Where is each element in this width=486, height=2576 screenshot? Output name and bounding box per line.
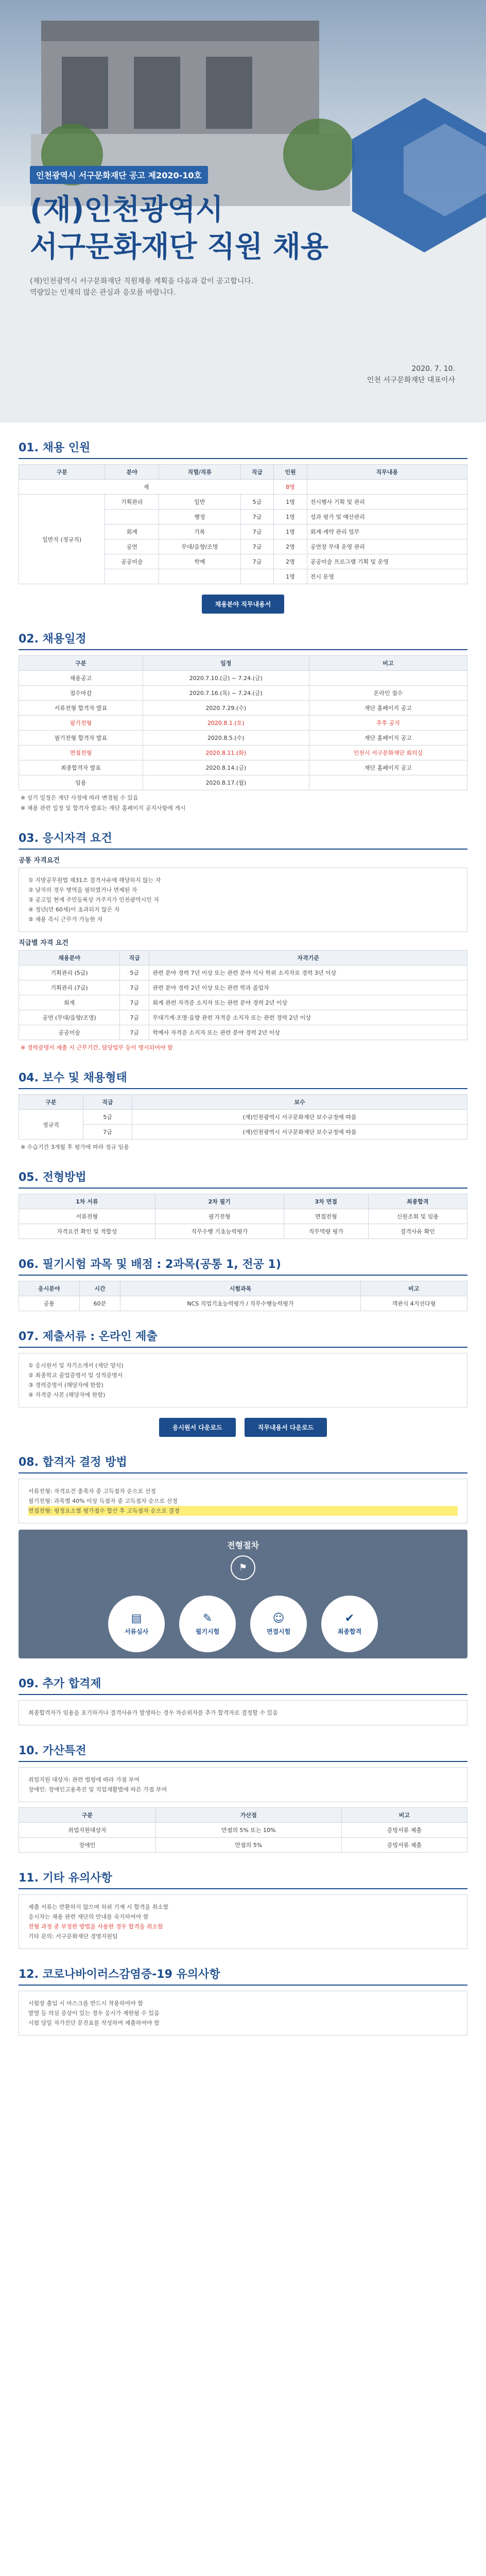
- table-row: 필기전형 합격자 발표 2020.8.5.(수) 재단 홈페이지 공고: [19, 731, 467, 745]
- table-row: 일반직 (정규직) 기획관리 일반 5급 1명 전시행사 기획 및 관리: [19, 495, 467, 510]
- table-row: 회계 7급 회계 관련 자격증 소지자 또는 관련 분야 경력 2년 이상: [19, 995, 467, 1010]
- table-row: 최종합격자 발표 2020.8.14.(금) 재단 홈페이지 공고: [19, 760, 467, 775]
- schedule-notes: ※ 상기 일정은 재단 사정에 따라 변경될 수 있음 ※ 채용 관련 일정 및 합격자 발표는 재단 홈페이지 공지사항에 게시: [21, 794, 186, 811]
- notice-tag: 인천광역시 서구문화재단 공고 제2020-10호: [30, 166, 208, 184]
- table-row: 채용공고 2020.7.10.(금) ~ 7.24.(금): [19, 671, 467, 686]
- flag-icon: ⚑: [231, 1555, 255, 1580]
- section-additional-pass: [19, 1670, 467, 1725]
- table-row: 기획관리 (5급) 5급 관련 분야 경력 7년 이상 또는 관련 분야 석사 학위 소지자로 경력 3년 이상: [19, 965, 467, 980]
- section-title: 06. 필기시험 과목 및 배점 : 2과목(공통 1, 전공 1): [19, 1250, 467, 1276]
- table-row: 행정 7급 1명 성과 평가 및 예산관리: [19, 510, 467, 524]
- table-row: 자격요건 확인 및 적합성 직무수행 기초능력평가 직무역량 평가 결격사유 확인: [19, 1224, 467, 1239]
- bonus-box: 취업지원 대상자: 관련 법령에 따라 가점 부여 장애인: 장애인고용촉진 및 직업재활법에 따른 가점 부여: [19, 1767, 467, 1802]
- documents-box: ① 응시원서 및 자기소개서 (재단 양식) ② 최종학교 졸업증명서 및 성적증명서 ③ 경력증명서 (해당자에 한함) ④ 자격증 사본 (해당자에 한함): [19, 1353, 467, 1408]
- additional-pass-box: 최종합격자가 임용을 포기하거나 결격사유가 발생하는 경우 차순위자를 추가 합격자로 결정할 수 있음: [19, 1700, 467, 1725]
- hexagon-icon: [342, 93, 486, 258]
- step-interview: ☺ 면접시험: [250, 1596, 307, 1652]
- table-row: 서류전형 필기전형 면접전형 신원조회 및 임용: [19, 1209, 467, 1224]
- table-row: 7급 (재)인천광역시 서구문화재단 보수규정에 따름: [19, 1125, 467, 1140]
- section-title: 07. 제출서류 : 온라인 제출: [19, 1323, 467, 1348]
- step-written-exam: ✎ 필기시험: [179, 1596, 236, 1652]
- check-icon: ✔: [344, 1612, 355, 1625]
- salary-table: 구분 직급 보수 정규직 5급 (재)인천광역시 서구문화재단 보수규정에 따름 7급 (재)인천광역시 서구문화재단 보수규정에 따름: [19, 1094, 467, 1140]
- people-icon: ☺: [272, 1612, 285, 1625]
- qualification-table: 채용분야 직급 자격기준 기획관리 (5급) 5급 관련 분야 경력 7년 이상 또는 관련 분야 석사 학위 소지자로 경력 3년 이상 기획관리 (7급) 7급 관련 분야 경력 2년 이상 또는 관련 학과 졸업자 회계 7급 회계 관련 자격증 소지자 또는 관련 분야 경력 2년 이상 공연 (무대/음향/조명) 7급 무대기계·조명·음향 관련 자격증 소지자 또는 관련 경력 2년 이상 공공미술 7급 학예사 자격증 소지자 또는 관련 분야 경력 2년 이상: [19, 950, 467, 1040]
- table-row: 정규직 5급 (재)인천광역시 서구문화재단 보수규정에 따름: [19, 1110, 467, 1125]
- table-row: 회계 기록 7급 1명 회계·계약 관리 업무: [19, 524, 467, 539]
- table-row: 공통 60분 NCS 직업기초능력평가 / 직무수행능력평가 객관식 4지선다형: [19, 1296, 467, 1311]
- table-row: 공연 무대/음향/조명 7급 2명 공연장 무대 운영 관리: [19, 539, 467, 554]
- document-icon: ▤: [131, 1612, 142, 1625]
- section-recruit-count: [19, 434, 467, 614]
- table-row: 장애인 만점의 5% 증빙서류 제출: [19, 1838, 467, 1853]
- notes-box: 제출 서류는 반환하지 않으며 허위 기재 시 합격을 취소함 응시자는 채용 관련 재단의 안내를 숙지하여야 함 전형 과정 중 부정한 방법을 사용한 경우 합격을 취소함 기타 문의: 서구문화재단 경영지원팀: [19, 1894, 467, 1949]
- section-title: 05. 전형방법: [19, 1163, 467, 1189]
- section-title: 09. 추가 합격제: [19, 1670, 467, 1695]
- section-pass-decision: [19, 1448, 467, 1658]
- section-title: 12. 코로나바이러스감염증-19 유의사항: [19, 1960, 467, 1986]
- notice-date: 2020. 7. 10. 인천 서구문화재단 대표이사: [367, 365, 455, 384]
- content: [0, 434, 486, 2056]
- table-row: 접수마감 2020.7.16.(목) ~ 7.24.(금) 온라인 접수: [19, 686, 467, 701]
- written-test-table: 응시분야 시간 시험과목 비고 공통 60분 NCS 직업기초능력평가 / 직무수행능력평가 객관식 4지선다형: [19, 1281, 467, 1311]
- section-bonus: [19, 1737, 467, 1853]
- application-download-button[interactable]: 응시원서 다운로드: [159, 1418, 236, 1437]
- table-row: 면접전형 2020.8.11.(화) 인천시 서구문화재단 회의실: [19, 745, 467, 760]
- table-row: 공연 (무대/음향/조명) 7급 무대기계·조명·음향 관련 자격증 소지자 또는 관련 경력 2년 이상: [19, 1010, 467, 1025]
- pencil-icon: ✎: [202, 1612, 213, 1625]
- section-title: 01. 채용 인원: [19, 434, 467, 459]
- section-title: 03. 응시자격 요건: [19, 824, 467, 850]
- section-notes: [19, 1864, 467, 1949]
- table-row: 서류전형 합격자 발표 2020.7.29.(수) 재단 홈페이지 공고: [19, 701, 467, 716]
- process-table: 1차 서류 2차 필기 3차 면접 최종합격 서류전형 필기전형 면접전형 신원조회 및 임용 자격요건 확인 및 적합성 직무수행 기초능력평가 직무역량 평가 결격사유 확인: [19, 1194, 467, 1239]
- table-row: 취업지원대상자 만점의 5% 또는 10% 증빙서류 제출: [19, 1823, 467, 1838]
- qualification-box: ① 지방공무원법 제31조 결격사유에 해당하지 않는 자 ② 남자의 경우 병역을 필하였거나 면제된 자 ③ 공고일 현재 주민등록상 거주지가 인천광역시인 자 ④ 정년(만 60세)이 초과되지 않은 자 ⑤ 채용 즉시 근무가 가능한 자: [19, 868, 467, 932]
- table-row: 공공미술 학예 7급 2명 공공미술 프로그램 기획 및 운영: [19, 554, 467, 569]
- pass-decision-box: 서류전형: 자격요건 충족자 중 고득점자 순으로 선정 필기전형: 과목별 40% 이상 득점자 중 고득점자 순으로 선정 면접전형: 평정요소별 평가점수 합산 후 고득점자 순으로 결정: [19, 1479, 467, 1523]
- section-title: 04. 보수 및 채용형태: [19, 1064, 467, 1089]
- section-title: 02. 채용일정: [19, 625, 467, 650]
- section-written-test: [19, 1250, 467, 1311]
- table-row: 기획관리 (7급) 7급 관련 분야 경력 2년 이상 또는 관련 학과 졸업자: [19, 980, 467, 995]
- page-title: (재)인천광역시 서구문화재단 직원 채용: [30, 193, 328, 264]
- process-diagram: 전형절차 ⚑ ▤ 서류심사 ✎ 필기시험 ☺ 면접시험 ✔ 최종합격: [19, 1530, 467, 1658]
- section-title: 08. 합격자 결정 방법: [19, 1448, 467, 1473]
- section-salary: 04. 보수 및 채용형태 구분 직급 보수 정규직 5급 (재)인천광역시 서구문화재단 보수규정에 따름 7급 (재)인천광역시 서구문화재단 보수규정에 따름 ※ 수습기간 3개월 후 평가에 따라 정규 임용: [19, 1064, 467, 1152]
- section-process: [19, 1163, 467, 1239]
- job-description-button[interactable]: 채용분야 직무내용서: [202, 595, 285, 614]
- table-row: 필기전형 2020.8.1.(토) 추후 공지: [19, 716, 467, 731]
- section-qualification: 03. 응시자격 요건 공통 자격요건 ① 지방공무원법 제31조 결격사유에 해당하지 않는 자 ② 남자의 경우 병역을 필하였거나 면제된 자 ③ 공고일 현재 주민등록상 거주지가 인천광역시인 자 ④ 정년(만 60세)이 초과되지 않은 자 ⑤ 채용 즉시 근무가 가능한 자 직급별 자격 요건 채용분야 직급 자격기준 기획관리 (5급) 5급 관련 분야 경력 7년 이상 또는 관련 분야 석사 학위 소지자로 경력 3년 이상 기획관리 (7급) 7급 관련 분야 경력 2년 이상 또는 관련 학과 졸업자 회계 7급 회계 관련 자격증 소지자 또는 관련 분야 경력 2년 이상 공연 (무대/음향/조명) 7급 무대기계·조명·음향 관련 자격증 소지자 또는 관련 경력 2년 이상 공공미술 7급 학예사 자격증 소지자 또는 관련 분야 경력 2년 이상 ※ 경력증명서 제출 시 근무기간, 담당업무 등이 명시되어야 함: [19, 824, 467, 1053]
- table-row: 공공미술 7급 학예사 자격증 소지자 또는 관련 분야 경력 2년 이상: [19, 1025, 467, 1040]
- bonus-table: 구분 가산점 비고 취업지원대상자 만점의 5% 또는 10% 증빙서류 제출 장애인 만점의 5% 증빙서류 제출: [19, 1807, 467, 1853]
- step-document-review: ▤ 서류심사: [108, 1596, 165, 1652]
- hero: [0, 0, 486, 422]
- covid-box: 시험장 출입 시 마스크를 반드시 착용하여야 함 발열 등 의심 증상이 있는 경우 응시가 제한될 수 있음 시험 당일 자가진단 문진표를 작성하여 제출하여야 함: [19, 1991, 467, 2036]
- section-schedule: [19, 625, 467, 813]
- table-row: 임용 2020.8.17.(월): [19, 775, 467, 790]
- recruit-table: 구분 분야 직렬/직류 직급 인원 직무내용 계 8명 일반직 (정규직) 기획관리 일반 5급 1명 전시행사 기획 및 관리 행정 7급 1명 성과 평가 및 예산관리 회계 기록 7급 1명 회계·계약 관리 업무 공연 무대/음향/조명 7급 2명 공연장 무대 운영 관리 공공미술 학예 7급 2명 공공미술 프로그램 기획 및 운영 1명 전시 운영: [19, 464, 467, 584]
- schedule-table: 구분 일정 비고 채용공고 2020.7.10.(금) ~ 7.24.(금) 접수마감 2020.7.16.(목) ~ 7.24.(금) 온라인 접수 서류전형 합격자 발표 2020.7.29.(수) 재단 홈페이지 공고 필기전형 2020.8.1.(토) 추후 공지 필기전형 합격자 발표 2020.8.5.(수) 재단 홈페이지 공고 면접전형 2020.8.11.(화) 인천시 서구문화재단 회의실 최종합격자 발표 2020.8.14.(금) 재단 홈페이지 공고 임용 2020.8.17.(월): [19, 655, 467, 790]
- hero-description: (재)인천광역시 서구문화재단 직원채용 계획을 다음과 같이 공고합니다. 역량있는 인재의 많은 관심과 응모를 바랍니다.: [30, 277, 254, 297]
- section-title: 11. 기타 유의사항: [19, 1864, 467, 1889]
- table-row: 1명 전시 운영: [19, 569, 467, 584]
- step-final: ✔ 최종합격: [321, 1596, 378, 1652]
- section-documents: [19, 1323, 467, 1437]
- section-covid: [19, 1960, 467, 2036]
- job-description-download-button[interactable]: 직무내용서 다운로드: [245, 1418, 327, 1437]
- section-title: 10. 가산특전: [19, 1737, 467, 1762]
